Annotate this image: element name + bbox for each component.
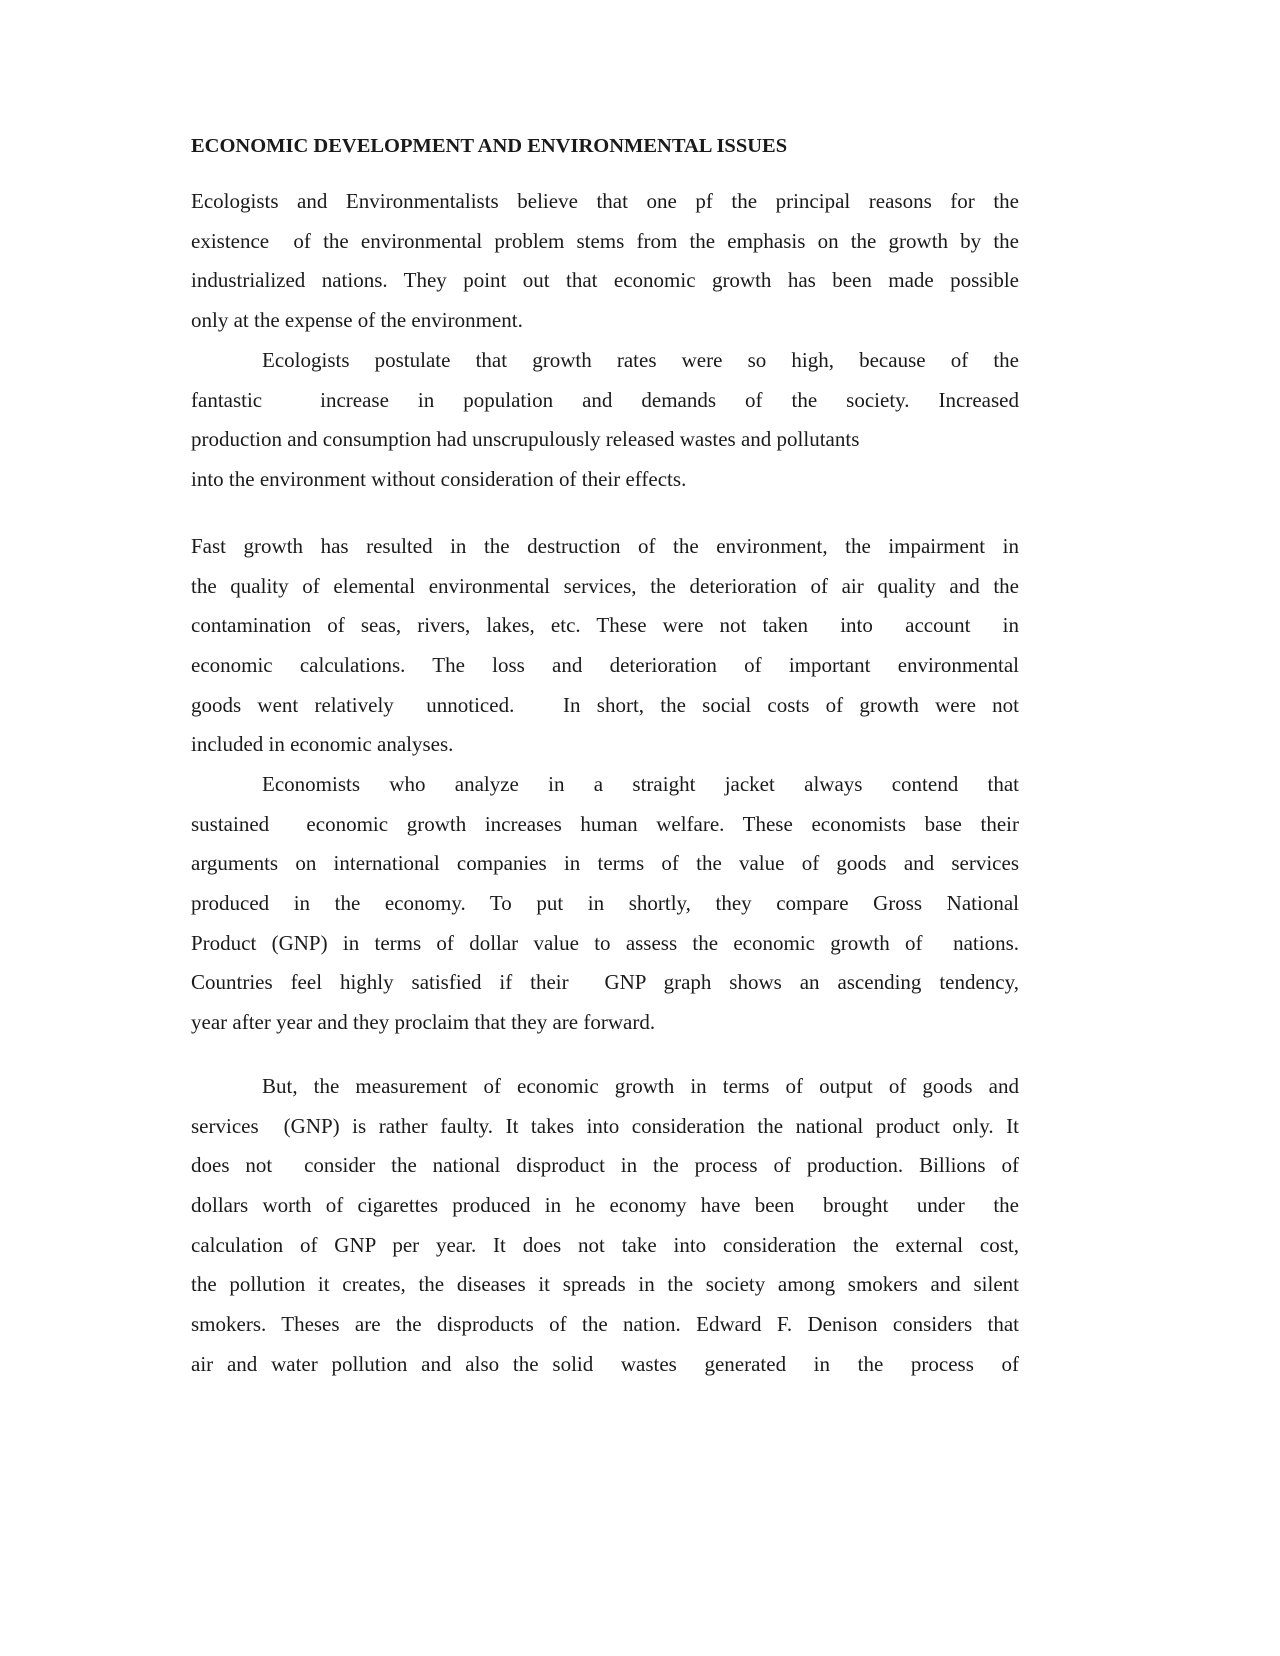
text-line: air and water pollution and also the solid wastes generated in the process of <box>191 1351 1019 1376</box>
text-line: Ecologists postulate that growth rates were so high, because of the <box>262 348 1019 372</box>
text-line: calculation of GNP per year. It does not take into consideration the external cost, <box>191 1232 1019 1257</box>
text-line: into the environment without consideration of their effects. <box>191 467 687 492</box>
text-line: smokers. Theses are the disproducts of the nation. Edward F. Denison considers that <box>191 1312 1019 1337</box>
text-line: fantastic increase in population and demands of the society. Increased <box>191 387 1019 412</box>
text-line: Product (GNP) in terms of dollar value to assess the economic growth of nations. <box>191 930 1019 955</box>
text-line: does not consider the national disproduct in the process of production. Billions of <box>191 1153 1019 1178</box>
paragraph-1 <box>191 182 1019 341</box>
text-line: only at the expense of the environment. <box>191 308 523 333</box>
text-line: economic calculations. The loss and deterioration of important environmental <box>191 653 1019 678</box>
paragraph-4 <box>191 765 1019 1043</box>
text-line: included in economic analyses. <box>191 732 454 757</box>
paragraph-3 <box>191 527 1019 765</box>
text-line: services (GNP) is rather faulty. It takes into consideration the national product only. It <box>191 1113 1019 1138</box>
text-line: Countries feel highly satisfied if their GNP graph shows an ascending tendency, <box>191 970 1019 995</box>
text-line: the pollution it creates, the diseases it spreads in the society among smokers and silent <box>191 1272 1019 1297</box>
text-line: But, the measurement of economic growth in terms of output of goods and <box>262 1074 1019 1098</box>
text-line: Ecologists and Environmentalists believe that one pf the principal reasons for the <box>191 189 1019 213</box>
text-line: production and consumption had unscrupulously released wastes and pollutants <box>191 427 860 452</box>
text-line: Economists who analyze in a straight jacket always contend that <box>262 772 1019 796</box>
text-line: Fast growth has resulted in the destruction of the environment, the impairment in <box>191 534 1019 558</box>
document-title: ECONOMIC DEVELOPMENT AND ENVIRONMENTAL ISSUES <box>191 135 788 157</box>
text-line: the quality of elemental environmental services, the deterioration of air quality and the <box>191 573 1019 598</box>
text-line: contamination of seas, rivers, lakes, etc. These were not taken into account in <box>191 613 1019 638</box>
text-line: year after year and they proclaim that they are forward. <box>191 1010 656 1035</box>
text-line: produced in the economy. To put in shortly, they compare Gross National <box>191 891 1019 916</box>
text-line: existence of the environmental problem stems from the emphasis on the growth by the <box>191 228 1019 253</box>
text-line: arguments on international companies in terms of the value of goods and services <box>191 851 1019 876</box>
text-line: industrialized nations. They point out that economic growth has been made possible <box>191 268 1019 293</box>
paragraph-5 <box>191 1067 1019 1385</box>
text-line: goods went relatively unnoticed. In short, the social costs of growth were not <box>191 692 1019 717</box>
text-line: dollars worth of cigarettes produced in he economy have been brought under the <box>191 1193 1019 1218</box>
paragraph-2 <box>191 341 1019 500</box>
text-line: sustained economic growth increases human welfare. These economists base their <box>191 811 1019 836</box>
